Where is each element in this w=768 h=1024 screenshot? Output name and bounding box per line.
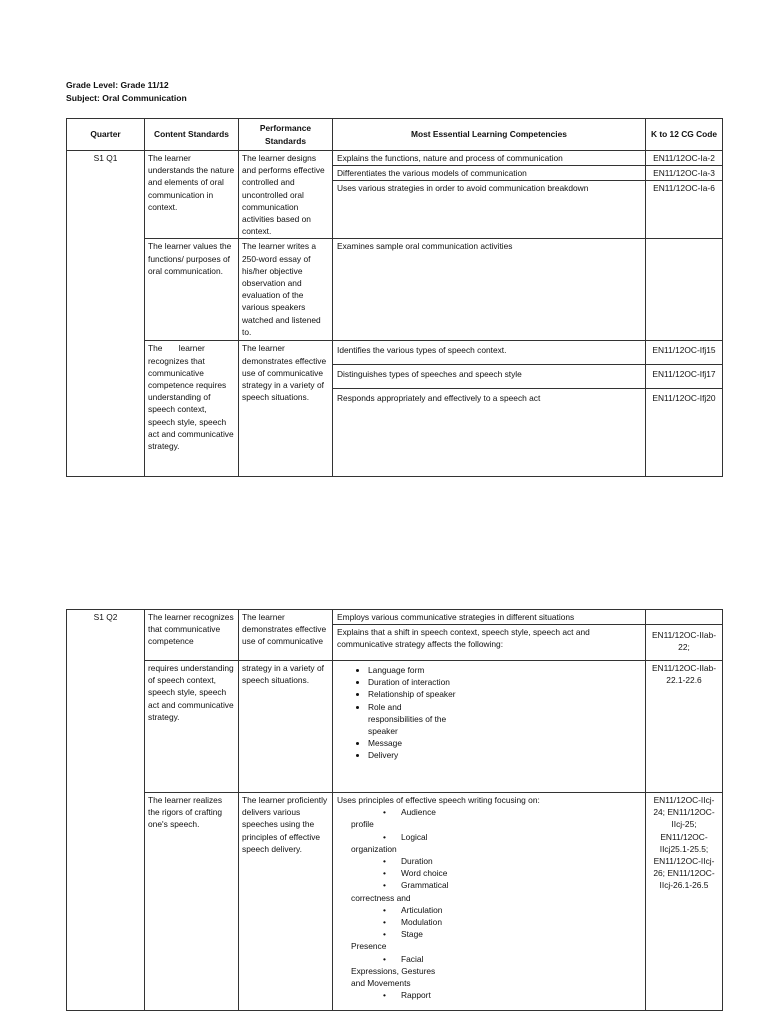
competency-cell xyxy=(333,610,646,661)
col-quarter: Quarter xyxy=(67,119,145,151)
quarter-cell: S1 Q2 xyxy=(67,610,145,1011)
content-standard: The learner understands the nature and elements of oral communication in context. xyxy=(145,151,239,239)
list-item: • Duration xyxy=(351,855,642,867)
list-item: • Delivery xyxy=(368,749,458,761)
table-row xyxy=(67,793,723,1011)
document-header xyxy=(66,79,187,105)
list-item: • Articulation xyxy=(351,904,642,916)
grade-level: Grade Level: Grade 11/12 xyxy=(66,80,169,90)
list-item: • Duration of interaction xyxy=(368,676,458,688)
list-item: • Modulation xyxy=(351,916,642,928)
list-item: • Grammatical xyxy=(351,879,642,891)
table-row xyxy=(67,341,723,477)
competency-item: Responds appropriately and effectively to a speech act xyxy=(337,393,541,404)
list-item-cont: correctness and xyxy=(351,892,411,903)
subject: Subject: Oral Communication xyxy=(66,93,187,103)
col-performance-standards: Performance Standards xyxy=(239,119,333,151)
content-standard: requires understanding of speech context, speech style, speech act and communicative strategy. xyxy=(145,661,239,793)
competency-cell: Examines sample oral communication activities xyxy=(333,239,646,341)
table-row xyxy=(67,239,723,341)
list-item: • Stage xyxy=(351,928,642,940)
content-standard: The learner recognizes that communicative competence xyxy=(145,610,239,661)
cg-code: EN11/12OC-Ia-3 xyxy=(646,166,722,181)
principle-list xyxy=(337,806,642,1001)
cg-code: EN11/12OC-Ifj20 xyxy=(652,393,716,404)
performance-standard: The learner demonstrates effective use of communicative xyxy=(239,610,333,661)
content-standard: The learner recognizes that communicative competence requires understanding of speech context, speech style, speech act and communicative strategy. xyxy=(145,341,239,477)
competency-item: Differentiates the various models of communication xyxy=(333,166,645,181)
competency-item: Distinguishes types of speeches and speech style xyxy=(333,365,645,389)
list-item: • Language form xyxy=(368,664,458,676)
competency-item: Employs various communicative strategies in different situations xyxy=(333,610,645,625)
list-item-cont: Expressions, Gestures and Movements xyxy=(351,965,436,989)
competency-cell xyxy=(333,341,646,477)
list-item: • Logical xyxy=(351,831,642,843)
cg-code: EN11/12OC-Ifj15 xyxy=(646,341,722,365)
list-item-cont: Presence xyxy=(351,941,387,952)
performance-standard: The learner proficiently delivers various speeches using the principles of effective speech delivery. xyxy=(239,793,333,1011)
content-standard: The learner values the functions/ purposes of oral communication. xyxy=(145,239,239,341)
col-content-standards: Content Standards xyxy=(145,119,239,151)
code-cell: EN11/12OC-IIcj-24; EN11/12OC-IIcj-25; EN11/12OC-IIcj25.1-25.5; EN11/12OC-IIcj-26; EN11/12OC-IIcj-26.1-26.5 xyxy=(646,793,723,1011)
competency-intro: Uses principles of effective speech writing focusing on: xyxy=(337,795,540,805)
table-row xyxy=(67,661,723,793)
curriculum-table-2 xyxy=(66,609,723,1011)
cg-code: EN11/12OC-Ifj17 xyxy=(646,365,722,389)
table-row xyxy=(67,610,723,661)
performance-standard: The learner designs and performs effective controlled and uncontrolled oral communication activities based on context. xyxy=(239,151,333,239)
table-row xyxy=(67,151,723,239)
competency-cell xyxy=(333,661,646,793)
competency-cell xyxy=(333,793,646,1011)
code-cell xyxy=(646,239,723,341)
code-cell xyxy=(646,151,723,239)
cg-code: EN11/12OC-Ia-2 xyxy=(646,151,722,166)
curriculum-table-1 xyxy=(66,118,723,477)
competency-item: Explains the functions, nature and process of communication xyxy=(333,151,645,166)
competency-item: Explains that a shift in speech context, speech style, speech act and communicative strategy affects the following: xyxy=(337,627,590,650)
cg-code xyxy=(646,610,722,625)
competency-item: Uses various strategies in order to avoid communication breakdown xyxy=(337,183,589,194)
list-item: • Facial xyxy=(351,953,642,965)
list-item: • Word choice xyxy=(351,867,642,879)
affects-list xyxy=(336,664,458,762)
competency-cell xyxy=(333,151,646,239)
code-cell xyxy=(646,341,723,477)
table-header-row xyxy=(67,119,723,151)
list-item: • Role and responsibilities of the speaker xyxy=(368,701,458,738)
code-cell: EN11/12OC-IIab-22.1-22.6 xyxy=(646,661,723,793)
col-code: K to 12 CG Code xyxy=(646,119,723,151)
competency-item: Identifies the various types of speech context. xyxy=(333,341,645,365)
code-cell xyxy=(646,610,723,661)
content-standard: The learner realizes the rigors of crafting one's speech. xyxy=(145,793,239,1011)
quarter-cell: S1 Q1 xyxy=(67,151,145,477)
cg-code: EN11/12OC-IIab-22; xyxy=(651,630,717,653)
list-item: • Rapport xyxy=(351,989,642,1001)
list-item-cont: profile xyxy=(351,819,374,830)
col-melc: Most Essential Learning Competencies xyxy=(333,119,646,151)
cg-code: EN11/12OC-Ia-6 xyxy=(653,183,715,194)
performance-standard: The learner demonstrates effective use of communicative strategy in a variety of speech situations. xyxy=(239,341,333,477)
list-item: • Message xyxy=(368,737,458,749)
list-item: • Audience xyxy=(351,806,642,818)
list-item: • Relationship of speaker xyxy=(368,688,458,700)
performance-standard: strategy in a variety of speech situations. xyxy=(239,661,333,793)
list-item-cont: organization xyxy=(351,843,397,854)
performance-standard: The learner writes a 250-word essay of his/her objective observation and evaluation of the various speakers watched and listened to. xyxy=(239,239,333,341)
